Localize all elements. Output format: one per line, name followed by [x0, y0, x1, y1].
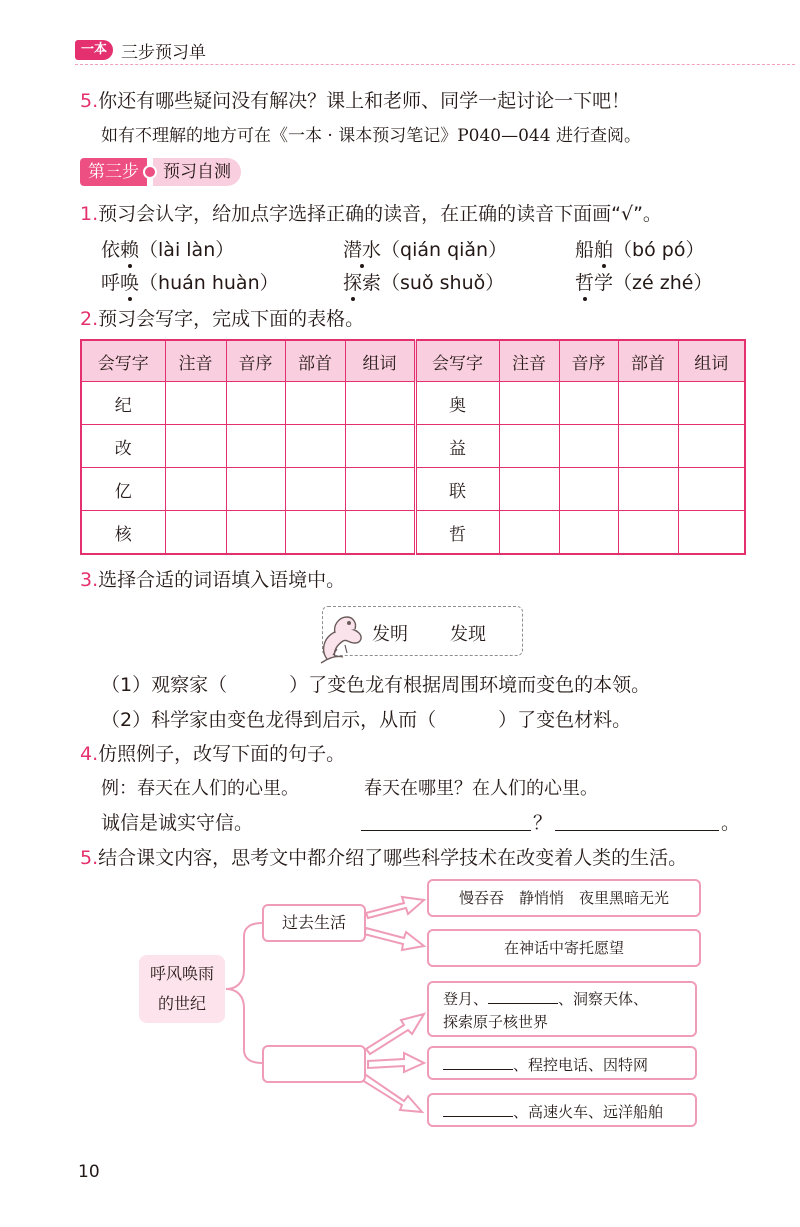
item-text: 、洞察天体、: [558, 990, 649, 1008]
pinyin-options: （qián qiǎn）: [381, 239, 508, 261]
answer-blank[interactable]: [488, 1003, 558, 1004]
arrow-icon: [368, 1053, 424, 1072]
word-part: 呼: [101, 272, 121, 294]
word-option-2: 发现: [450, 624, 486, 645]
item-text: 登月、: [443, 990, 489, 1008]
present-item-2: [427, 1046, 697, 1080]
char-cell: 核: [81, 511, 165, 555]
q4-text: 仿照例子，改写下面的句子。: [98, 743, 346, 765]
q1-number: 1.: [80, 203, 99, 225]
sentence-part: （2）科学家由变色龙得到启示，从而（: [101, 709, 437, 731]
present-item-1-line-2: 探索原子核世界: [443, 1013, 549, 1031]
pinyin-options: （huán huàn）: [139, 272, 279, 294]
present-item-1: [427, 981, 697, 1037]
sentence-part: ）了变色材料。: [498, 709, 632, 731]
q4-example-b: 春天在哪里？在人们的心里。: [364, 778, 598, 799]
word-part: 船: [575, 239, 595, 261]
step-label: 第三步: [80, 158, 147, 186]
center-line-1: 呼风唤雨: [149, 964, 214, 983]
q4-task: 诚信是诚实守信。: [101, 812, 254, 834]
q3-number: 3.: [80, 569, 99, 591]
arrow-icon: [366, 1014, 424, 1054]
col-header: 会写字: [415, 340, 499, 382]
q5-number: 5.: [80, 847, 99, 869]
dotted-char: 赖: [120, 239, 140, 261]
col-header: 组词: [345, 340, 415, 382]
arrow-icon: [362, 1075, 422, 1112]
col-header: 部首: [285, 340, 345, 382]
char-cell: 联: [415, 468, 499, 511]
dotted-char: 探: [343, 272, 363, 294]
q4-question-mark: ？: [533, 812, 553, 834]
word-part: 依: [101, 239, 121, 261]
q5-top-note: 如有不理解的地方可在《一本 · 课本预习笔记》P040—044 进行查阅。: [101, 126, 641, 146]
arrow-icon: [366, 897, 424, 918]
pinyin-options: （zé zhé）: [613, 272, 713, 294]
brand-badge: 一本: [75, 40, 113, 60]
past-life-node: 过去生活: [262, 904, 366, 942]
q4-number: 4.: [80, 743, 99, 765]
q5-top-text: 你还有哪些疑问没有解决？课上和老师、同学一起讨论一下吧！: [98, 90, 631, 112]
answer-blank[interactable]: [443, 1069, 513, 1070]
char-cell: 哲: [415, 511, 499, 555]
present-item-1-line-1: [443, 988, 695, 1011]
item-text: 、程控电话、因特网: [513, 1056, 649, 1074]
step-dot: [143, 165, 157, 179]
q1-text: 预习会认字，给加点字选择正确的读音，在正确的读音下面画“√”。: [98, 203, 662, 225]
item-text: 、高速火车、远洋船舶: [513, 1103, 664, 1121]
word-part: 索: [362, 272, 382, 294]
pinyin-options: （suǒ shuǒ）: [381, 272, 505, 294]
answer-blank[interactable]: [443, 1116, 513, 1117]
q4-end-mark: 。: [721, 812, 741, 834]
past-item-2: 在神话中寄托愿望: [427, 929, 701, 967]
col-header: 音序: [559, 340, 618, 382]
col-header: 注音: [165, 340, 226, 382]
q3-text: 选择合适的词语填入语境中。: [98, 569, 346, 591]
word-option-1: 发明: [372, 624, 408, 645]
pinyin-options: （bó pó）: [613, 239, 705, 261]
col-header: 会写字: [81, 340, 165, 382]
header-title: 三步预习单: [121, 43, 206, 63]
q2-text: 预习会写字，完成下面的表格。: [98, 308, 365, 330]
dotted-char: 潜水: [343, 239, 382, 261]
col-header: 组词: [678, 340, 745, 382]
sentence-part: ）了变色龙有根据周围环境而变色的本领。: [289, 674, 651, 696]
q5-top-number: 5.: [80, 90, 99, 112]
present-item-3: [427, 1093, 697, 1127]
char-cell: 亿: [81, 468, 165, 511]
col-header: 音序: [226, 340, 285, 382]
center-line-2: 的世纪: [157, 994, 206, 1013]
connector-line: [226, 989, 262, 1063]
char-cell: 改: [81, 425, 165, 468]
q5-text: 结合课文内容，思考文中都介绍了哪些科学技术在改变着人类的生活。: [98, 847, 688, 869]
sentence-part: （1）观察家（: [101, 674, 228, 696]
step-title: 预习自测: [153, 158, 241, 186]
word-part: 学: [594, 272, 614, 294]
present-life-node[interactable]: [262, 1045, 366, 1083]
pinyin-options: （lài làn）: [139, 239, 235, 261]
arrow-icon: [364, 928, 424, 950]
page-number: 10: [78, 1162, 100, 1182]
past-item-1: 慢吞吞 静悄悄 夜里黑暗无光: [427, 879, 701, 917]
dotted-char: 舶: [594, 239, 614, 261]
q4-example-a: 例：春天在人们的心里。: [101, 778, 299, 799]
dotted-char: 唤: [120, 272, 140, 294]
connector-line: [226, 923, 262, 989]
col-header: 注音: [499, 340, 559, 382]
col-header: 部首: [618, 340, 678, 382]
char-cell: 益: [415, 425, 499, 468]
mind-map-center: [139, 955, 225, 1023]
char-cell: 奥: [415, 382, 499, 425]
dotted-char: 哲: [575, 272, 595, 294]
char-cell: 纪: [81, 382, 165, 425]
q2-number: 2.: [80, 308, 99, 330]
